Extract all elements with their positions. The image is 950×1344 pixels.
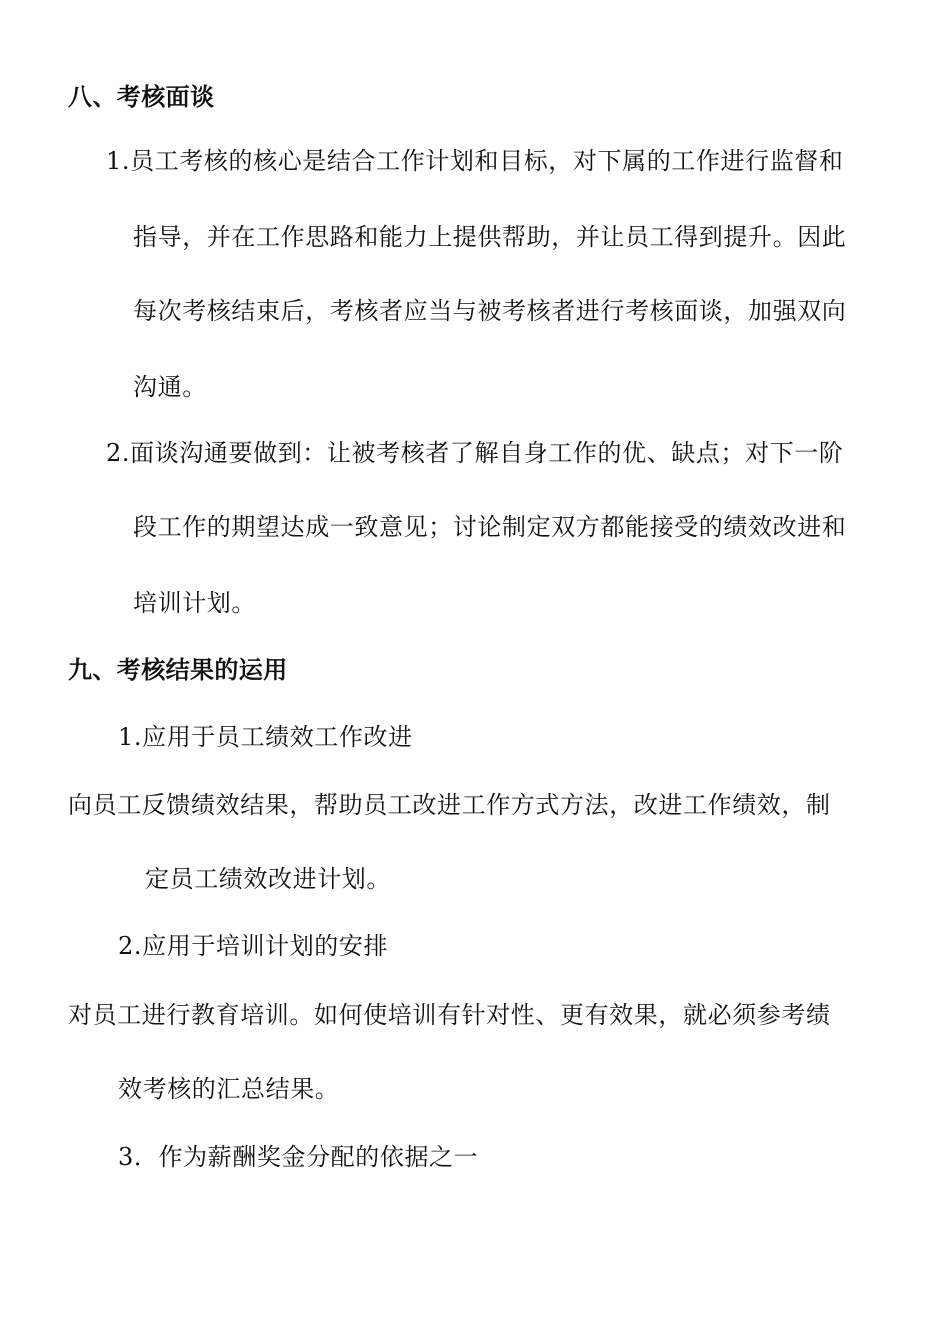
section-8-item-1-line-3: 每次考核结束后，考核者应当与被考核者进行考核面谈，加强双向 xyxy=(133,297,847,325)
section-9-item-1-body-line-1: 向员工反馈绩效结果，帮助员工改进工作方式方法，改进工作绩效，制 xyxy=(68,791,831,819)
section-9-item-3-title: 3．作为薪酬奖金分配的依据之一 xyxy=(118,1143,479,1171)
section-9-heading: 九、考核结果的运用 xyxy=(68,656,288,684)
section-9-item-2-body-line-2: 效考核的汇总结果。 xyxy=(118,1075,340,1103)
section-9-item-2-body-line-1: 对员工进行教育培训。如何使培训有针对性、更有效果，就必须参考绩 xyxy=(68,1001,831,1029)
section-8-item-1-line-4: 沟通。 xyxy=(133,373,207,401)
section-8-item-2-line-2: 段工作的期望达成一致意见；讨论制定双方都能接受的绩效改进和 xyxy=(133,513,847,541)
section-9-item-1-body-line-2: 定员工绩效改进计划。 xyxy=(145,865,391,893)
section-9-item-1-title: 1.应用于员工绩效工作改进 xyxy=(118,723,413,751)
section-8-item-2-line-3: 培训计划。 xyxy=(133,589,256,617)
section-9-item-2-title: 2.应用于培训计划的安排 xyxy=(118,932,389,960)
section-8-item-1-line-2: 指导，并在工作思路和能力上提供帮助，并让员工得到提升。因此 xyxy=(133,223,847,251)
section-8-item-2-line-1: 2.面谈沟通要做到：让被考核者了解自身工作的优、缺点；对下一阶 xyxy=(106,439,844,467)
section-8-item-1-line-1: 1.员工考核的核心是结合工作计划和目标，对下属的工作进行监督和 xyxy=(106,147,844,175)
section-8-heading: 八、考核面谈 xyxy=(68,83,215,111)
